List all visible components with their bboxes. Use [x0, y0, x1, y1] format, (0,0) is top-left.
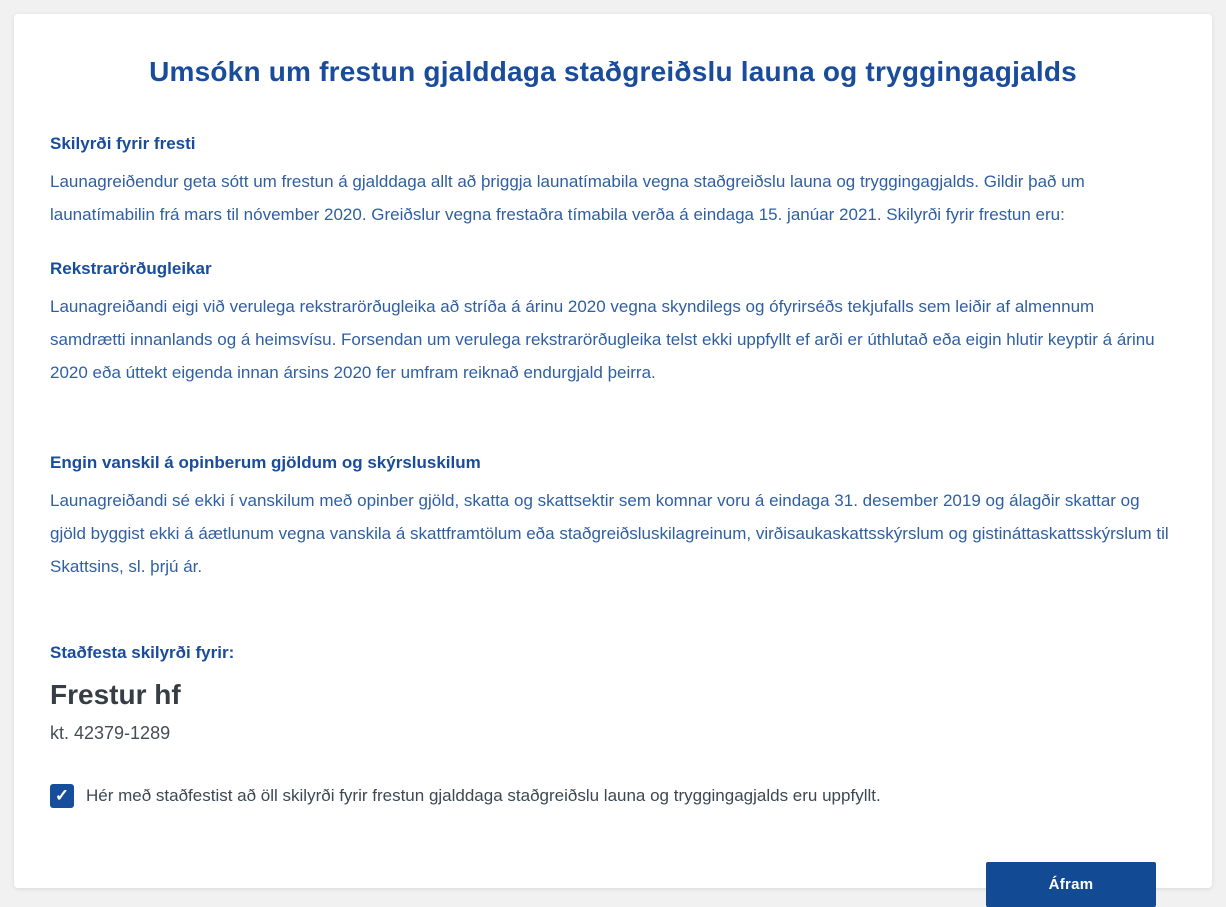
confirmation-checkbox[interactable]	[50, 784, 74, 808]
action-bar	[50, 862, 1176, 907]
section-conditions	[50, 132, 1176, 231]
confirmation-block	[50, 641, 1176, 808]
application-card	[14, 14, 1212, 893]
section-body: Launagreiðandi sé ekki í vanskilum með opinber gjöld, skatta og skattsektir sem komnar voru á eindaga 31. desember 2019 og álagðir skattar og gjöld byggist ekki á áætlunum vegna vanskila á skattframtölum eða staðgreiðsluskilagreinum, virðisaukaskattsskýrslum og gistináttaskattsskýrslum til Skattsins, sl. þrjú ár.	[50, 491, 1169, 576]
company-name: Frestur hf	[50, 679, 181, 710]
checkmark-icon: ✓	[54, 785, 70, 805]
section-body: Launagreiðandi eigi við verulega rekstrarörðugleika að stríða á árinu 2020 vegna skyndilegs og ófyrirséðs tekjufalls sem leiðir af almennum samdrætti innanlands og á heimsvísu. Forsendan um verulega rekstrarörðugleika telst ekki uppfyllt ef arði er úthlutað eða eigin hlutir keyptir á árinu 2020 eða úttekt eigenda innan ársins 2020 fer umfram reiknað endurgjald þeirra.	[50, 297, 1155, 382]
section-heading: Skilyrði fyrir fresti	[50, 134, 196, 153]
confirmation-checkbox-row	[50, 784, 1176, 808]
company-id: kt. 42379-1289	[50, 723, 171, 743]
confirm-heading: Staðfesta skilyrði fyrir:	[50, 643, 235, 662]
section-no-arrears	[50, 451, 1176, 583]
continue-button[interactable]: Áfram	[986, 862, 1156, 907]
section-body: Launagreiðendur geta sótt um frestun á gjalddaga allt að þriggja launatímabila vegna staðgreiðslu launa og tryggingagjalds. Gildir það um launatímabilin frá mars til nóvember 2020. Greiðslur vegna frestaðra tímabila verða á eindaga 15. janúar 2021. Skilyrði fyrir frestun eru:	[50, 172, 1085, 224]
confirmation-checkbox-label[interactable]: Hér með staðfestist að öll skilyrði fyrir frestun gjalddaga staðgreiðslu launa og tryggingagjalds eru uppfyllt.	[86, 786, 881, 805]
section-heading: Rekstrarörðugleikar	[50, 259, 212, 278]
page-title: Umsókn um frestun gjalddaga staðgreiðslu launa og tryggingagjalds	[149, 56, 1077, 87]
section-operating-difficulties	[50, 257, 1176, 389]
section-heading: Engin vanskil á opinberum gjöldum og skýrsluskilum	[50, 453, 481, 472]
